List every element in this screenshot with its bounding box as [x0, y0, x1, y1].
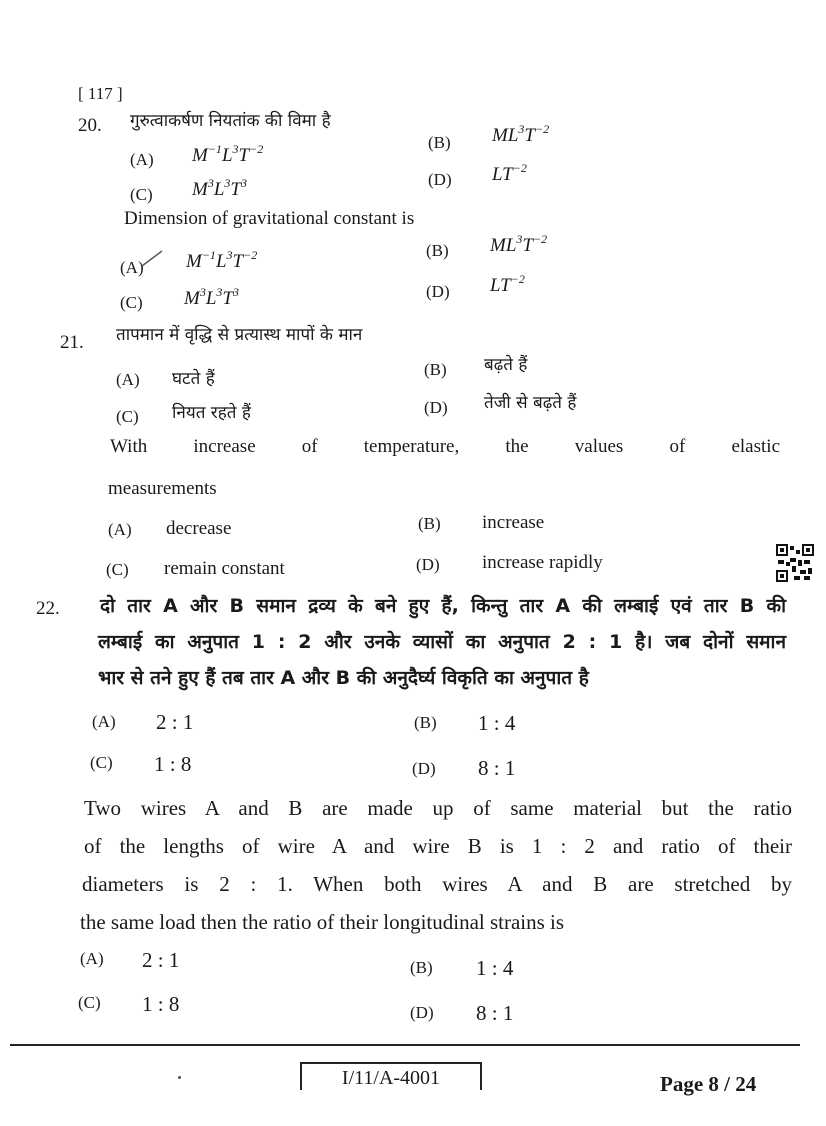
q21-hi-option-b-label: (B) [424, 360, 447, 379]
q21-en-option-d: increase rapidly [482, 552, 603, 573]
q22-number: 22. [36, 598, 60, 619]
q20-hi-option-d-label: (D) [428, 170, 452, 189]
q22-hi-option-b-label: (B) [414, 713, 437, 732]
q22-hindi-line-1: दो तार A और B समान द्रव्य के बने हुए हैं, किन्तु तार A की लम्बाई एवं तार B की [100, 595, 786, 617]
q21-english-line-1: With increase of temperature, the values of elastic [110, 436, 780, 457]
paper-code: I/11/A-4001 [300, 1062, 482, 1090]
q21-hi-option-b: बढ़ते हैं [484, 355, 528, 375]
page-number: Page 8 / 24 [660, 1072, 757, 1096]
q20-en-option-a-label: (A) [120, 258, 144, 277]
q20-hi-option-c-label: (C) [130, 185, 153, 204]
scan-dot [178, 1076, 181, 1079]
q22-en-option-d-label: (D) [410, 1003, 434, 1022]
q20-hi-option-a-label: (A) [130, 150, 154, 169]
q21-en-option-c-label: (C) [106, 560, 129, 579]
q21-en-option-b-label: (B) [418, 514, 441, 533]
q22-hi-option-c-label: (C) [90, 753, 113, 772]
tick-mark-icon [140, 248, 164, 270]
q22-hi-option-b: 1 : 4 [478, 711, 516, 735]
q20-en-option-d: $LT^{-2}$ [490, 272, 525, 296]
q22-english-line-4: the same load then the ratio of their longitudinal strains is [80, 910, 565, 934]
q21-en-option-d-label: (D) [416, 555, 440, 574]
q20-number: 20. [78, 115, 102, 136]
q22-hi-option-a: 2 : 1 [156, 710, 194, 734]
q21-hi-option-d-label: (D) [424, 398, 448, 417]
q20-en-option-b-label: (B) [426, 241, 449, 260]
q22-hindi-line-2: लम्बाई का अनुपात 1 : 2 और उनके व्यासों का अनुपात 2 : 1 है। जब दोनों समान [98, 631, 786, 653]
footer-divider [10, 1044, 800, 1046]
q20-en-option-c-label: (C) [120, 293, 143, 312]
q22-hi-option-d: 8 : 1 [478, 756, 516, 780]
q20-hi-option-b-label: (B) [428, 133, 451, 152]
q21-english-line-2: measurements [108, 478, 217, 499]
q20-english-text: Dimension of gravitational constant is [124, 208, 415, 229]
q21-en-option-c: remain constant [164, 558, 285, 579]
q22-en-option-b-label: (B) [410, 958, 433, 977]
q20-hindi-text: गुरुत्वाकर्षण नियतांक की विमा है [130, 111, 331, 131]
q22-en-option-b: 1 : 4 [476, 956, 514, 980]
qr-code-icon [776, 544, 814, 582]
q20-en-option-c: $M^3L^3T^3$ [184, 285, 239, 309]
page-reference: [ 117 ] [78, 84, 123, 103]
q20-hi-option-c: $M^3L^3T^3$ [192, 176, 247, 200]
q21-hi-option-a-label: (A) [116, 370, 140, 389]
q21-hi-option-c-label: (C) [116, 407, 139, 426]
q20-hi-option-a: $M^{-1}L^3T^{-2}$ [192, 142, 264, 166]
q22-en-option-d: 8 : 1 [476, 1001, 514, 1025]
q20-hi-option-d: $LT^{-2}$ [492, 161, 527, 185]
q21-number: 21. [60, 332, 84, 353]
q21-en-option-a: decrease [166, 518, 232, 539]
q22-hi-option-a-label: (A) [92, 712, 116, 731]
q22-hi-option-d-label: (D) [412, 759, 436, 778]
q22-english-line-2: of the lengths of wire A and wire B is 1 : 2 and ratio of their [84, 834, 792, 858]
q22-en-option-c: 1 : 8 [142, 992, 180, 1016]
q21-hindi-text: तापमान में वृद्धि से प्रत्यास्थ मापों के मान [116, 325, 363, 345]
q22-en-option-a-label: (A) [80, 949, 104, 968]
q21-en-option-b: increase [482, 512, 545, 533]
q22-english-line-1: Two wires A and B are made up of same material but the ratio [84, 796, 792, 820]
q21-hi-option-d: तेजी से बढ़ते हैं [484, 393, 577, 413]
q21-hi-option-c: नियत रहते हैं [172, 403, 251, 423]
q22-en-option-c-label: (C) [78, 993, 101, 1012]
q22-hindi-line-3: भार से तने हुए हैं तब तार A और B की अनुदैर्घ्य विकृति का अनुपात है [98, 667, 589, 689]
q20-en-option-a: $M^{-1}L^3T^{-2}$ [186, 248, 258, 272]
q22-en-option-a: 2 : 1 [142, 948, 180, 972]
q22-english-line-3: diameters is 2 : 1. When both wires A and B are stretched by [82, 872, 792, 896]
q20-en-option-b: $ML^3T^{-2}$ [490, 232, 548, 256]
q21-hi-option-a: घटते हैं [172, 369, 215, 389]
q20-en-option-d-label: (D) [426, 282, 450, 301]
q20-hi-option-b: $ML^3T^{-2}$ [492, 122, 550, 146]
q21-en-option-a-label: (A) [108, 520, 132, 539]
q22-hi-option-c: 1 : 8 [154, 752, 192, 776]
